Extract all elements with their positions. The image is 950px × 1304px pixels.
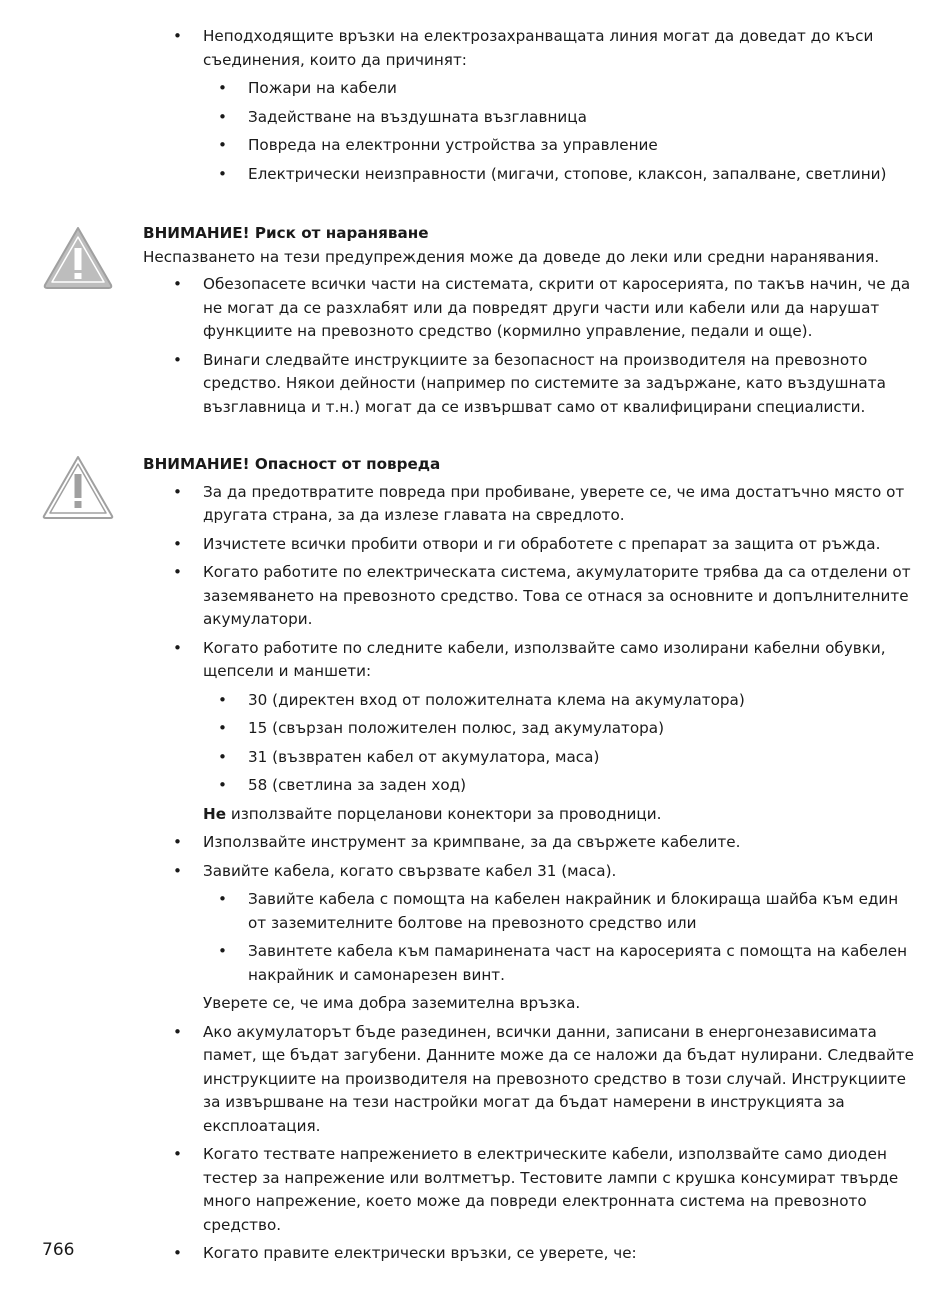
list-item: • За да предотвратите повреда при пробиване, уверете се, че има достатъчно място от другата страна, за да излезе главата на свредлото. [203, 481, 915, 528]
warning-text: Неспазването на тези предупреждения може да доведе до леки или средни наранявания. [143, 247, 880, 266]
warning-list [0, 273, 950, 419]
list-item: • Ако акумулаторът бъде разединен, всички данни, записани в енергонезависимата памет, ще бъдат загубени. Данните може да се наложи да бъдат нулирани. Следвайте инструкциите на производителя на превозното средство в този случай. Инструкциите за извършване на тези настройки могат да бъдат намерени в инструкцията за експлоатация. [203, 1021, 915, 1139]
intro-sublist [0, 77, 950, 186]
list-item: • 58 (светлина за заден ход) [248, 774, 913, 798]
list-item: • Пожари на кабели [248, 77, 913, 101]
list-item: • Завийте кабела, когато свързвате кабел 31 (маса). [203, 860, 915, 884]
list-item: • Обезопасете всички части на системата, скрити от каросерията, по такъв начин, че да не могат да се разхлабят или да повредят други части или кабели или да нарушат функциите на превозното средство (кормилно управление, педали и още). [203, 273, 915, 344]
list-item: • Завинтете кабела към памаринената част на каросерията с помощта на кабелен накрайник и самонарезен винт. [248, 940, 913, 987]
warning-injury [0, 222, 950, 419]
cable-sublist [0, 689, 950, 798]
warning-triangle-outline-icon [41, 453, 115, 521]
list-item: • Когато правите електрически връзки, се уверете, че: [203, 1242, 915, 1266]
list-item: • Неподходящите връзки на електрозахранващата линия могат да доведат до къси съединения, които да причинят: [203, 25, 915, 72]
list-item: • 30 (директен вход от положителната клема на акумулатора) [248, 689, 913, 713]
list-item: • Когато тествате напрежението в електрическите кабели, използвайте само диоден тестер за напрежение или волтметър. Тестовите лампи с крушка консумират твърде много напрежение, което може да повреди електронната система на превозното средство. [203, 1143, 915, 1237]
list-item: • 31 (възвратен кабел от акумулатора, маса) [248, 746, 913, 770]
warning-title: ВНИМАНИЕ! Риск от нараняване [143, 224, 429, 242]
list-item: • Повреда на електронни устройства за управление [248, 134, 913, 158]
list-item: • Електрически неизправности (мигачи, стопове, клаксон, запалване, светлини) [248, 163, 913, 187]
list-item: • Когато работите по електрическата система, акумулаторите трябва да са отделени от заземяването на превозното средство. Това се отнася за основните и допълнителните акумулатори. [203, 561, 915, 632]
intro-list [0, 25, 950, 72]
ground-sublist [0, 888, 950, 987]
ground-note: Уверете се, че има добра заземителна връзка. [203, 994, 581, 1012]
warning-list-final [0, 1021, 950, 1266]
list-item: • Задействане на въздушната възглавница [248, 106, 913, 130]
list-item: • Изчистете всички пробити отвори и ги обработете с препарат за защита от ръжда. [203, 533, 915, 557]
list-item: • Използвайте инструмент за кримпване, за да свържете кабелите. [203, 831, 915, 855]
note-bold: Не [203, 804, 227, 823]
list-item: • Винаги следвайте инструкциите за безопасност на производителя на превозното средство. Някои дейности (например по системите за задържане, като въздушната възглавница и т.н.) могат да се извършват само от квалифицирани специалисти. [203, 349, 915, 420]
page-number: 766 [42, 1240, 75, 1260]
intro-section [0, 25, 950, 186]
connector-note [203, 803, 915, 827]
warning-list-continued [0, 831, 950, 883]
warning-list [0, 481, 950, 684]
note-text: използвайте порцеланови конектори за проводници. [226, 804, 662, 823]
warning-title: ВНИМАНИЕ! Опасност от повреда [143, 455, 441, 473]
list-item: • Завийте кабела с помощта на кабелен накрайник и блокираща шайба към един от заземителните болтове на превозното средство или [248, 888, 913, 935]
list-item: • 15 (свързан положителен полюс, зад акумулатора) [248, 717, 913, 741]
list-item: • Когато работите по следните кабели, използвайте само изолирани кабелни обувки, щепсели и маншети: [203, 637, 915, 684]
warning-triangle-icon [41, 224, 115, 290]
warning-damage [0, 453, 950, 1266]
